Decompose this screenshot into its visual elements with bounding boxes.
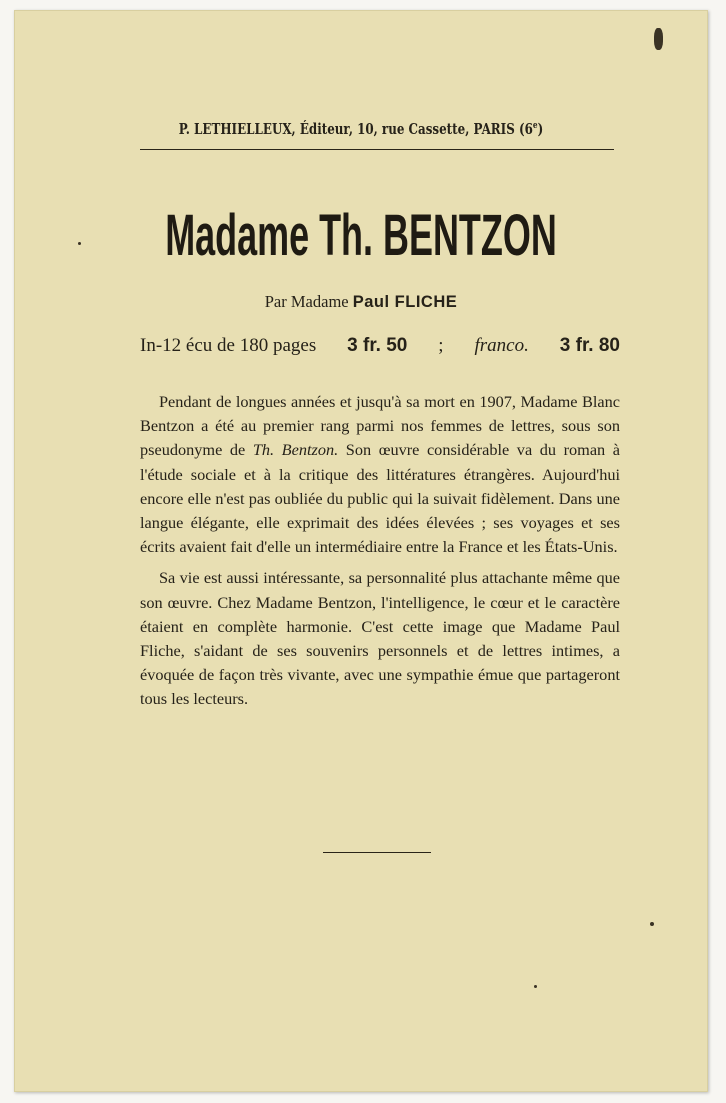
bottom-divider: [323, 852, 431, 853]
publisher-text: P. LETHIELLEUX, Éditeur, 10, rue Cassette, PARIS (6: [178, 121, 533, 138]
paper-speck: [654, 28, 663, 50]
price-separator: ;: [438, 335, 444, 356]
paper-speck: [650, 922, 654, 926]
publisher-superscript: e: [532, 121, 538, 132]
book-title: Madame Th. BENTZON: [165, 203, 557, 268]
franco-label: franco.: [474, 335, 529, 356]
format-description: In-12 écu de 180 pages: [140, 335, 317, 356]
price: 3 fr. 50: [347, 335, 408, 356]
body-text: [140, 390, 620, 712]
paper-speck: [534, 985, 537, 988]
publisher-close-paren: ): [537, 121, 544, 138]
byline: [14, 292, 708, 312]
top-divider: [140, 149, 614, 150]
paper-speck: [78, 242, 81, 245]
paragraph-1-part-b: Son œuvre considérable va du roman à l'étude sociale et à la critique des littératures étrangères. Aujourd'hui encore elle n'est pas oubliée du public qui la suivait fidèlement. Dans une langue élégante, elle exprimait des idées élevées ; ses voyages et ses écrits avaient fait d'elle un intermédiaire entre la France et les États-Unis.: [140, 440, 620, 557]
document-page: [14, 10, 708, 1092]
paragraph-2: Sa vie est aussi intéressante, sa personnalité plus attachante même que son œuvre. Chez Madame Bentzon, l'intelligence, le cœur et le caractère étaient en complète harmonie. C'est cette image que Madame Paul Fliche, s'aidant de ses souvenirs personnels et de lettres intimes, a évoquée de façon très vivante, avec une sympathie émue que partageront tous les lecteurs.: [140, 568, 620, 709]
paragraph-1-part-a: Pendant de longues années et jusqu'à sa mort en 1907, Madame Blanc Bentzon a été au premier rang parmi nos femmes de lettres, sous son pseudonyme de: [140, 392, 620, 460]
publisher-line: [76, 121, 645, 138]
byline-prefix: Par Madame: [264, 292, 349, 311]
byline-author: Paul FLICHE: [352, 293, 458, 311]
franco-price: 3 fr. 80: [559, 335, 620, 356]
pseudonym: Th. Bentzon.: [252, 440, 339, 460]
format-price-line: [140, 335, 620, 357]
paragraph-1: [140, 390, 620, 559]
